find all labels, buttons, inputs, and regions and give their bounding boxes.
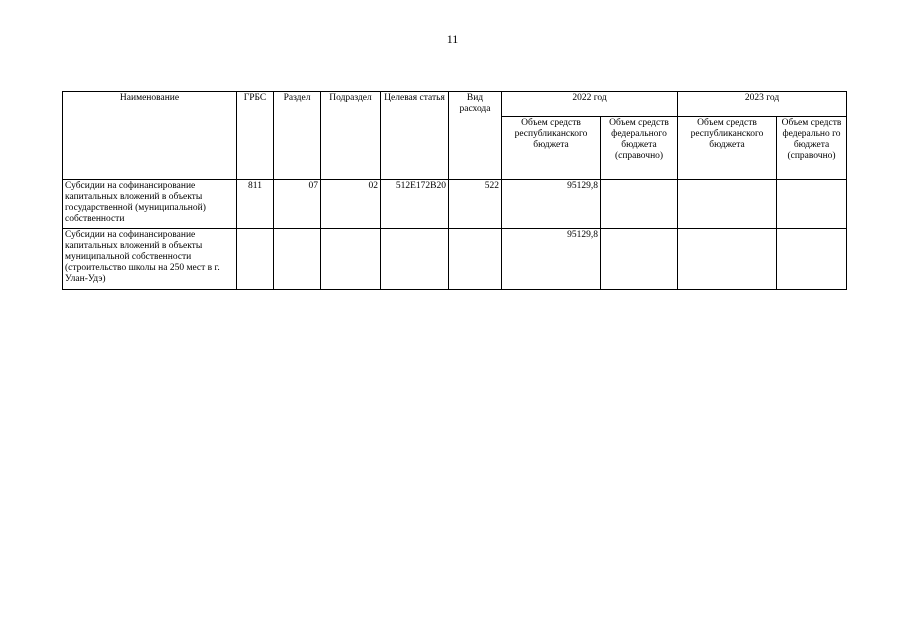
header-year-2022: 2022 год <box>502 92 678 117</box>
header-section: Раздел <box>274 92 321 180</box>
cell-republican-2023 <box>678 180 777 229</box>
cell-section: 07 <box>274 180 321 229</box>
table-row <box>63 229 847 290</box>
cell-grbs: 811 <box>237 180 274 229</box>
cell-section <box>274 229 321 290</box>
cell-republican-2022: 95129,8 <box>502 180 601 229</box>
cell-federal-2022 <box>601 180 678 229</box>
header-subsection: Подраздел <box>321 92 381 180</box>
cell-name: Субсидии на софинансирование капитальных вложений в объекты государственной (муниципальной) собственности <box>63 180 237 229</box>
header-republican-2022: Объем средств республиканского бюджета <box>502 117 601 180</box>
cell-subsection <box>321 229 381 290</box>
cell-republican-2023 <box>678 229 777 290</box>
page-number: 11 <box>446 32 459 46</box>
header-row-top <box>63 92 847 117</box>
cell-expense-type: 522 <box>449 180 502 229</box>
header-grbs: ГРБС <box>237 92 274 180</box>
header-year-2023: 2023 год <box>678 92 847 117</box>
cell-grbs <box>237 229 274 290</box>
table-row <box>63 180 847 229</box>
header-target-item: Целевая статья <box>381 92 449 180</box>
header-federal-2022: Объем средств федерального бюджета (справочно) <box>601 117 678 180</box>
cell-subsection: 02 <box>321 180 381 229</box>
cell-target-item: 512E172B20 <box>381 180 449 229</box>
header-name: Наименование <box>63 92 237 180</box>
cell-federal-2023 <box>777 229 847 290</box>
budget-table <box>62 91 847 290</box>
header-expense-type: Вид расхода <box>449 92 502 180</box>
cell-federal-2022 <box>601 229 678 290</box>
cell-name: Субсидии на софинансирование капитальных вложений в объекты муниципальной собственности (строительство школы на 250 мест в г. Улан-Удэ) <box>63 229 237 290</box>
cell-expense-type <box>449 229 502 290</box>
header-republican-2023: Объем средств республиканского бюджета <box>678 117 777 180</box>
cell-republican-2022: 95129,8 <box>502 229 601 290</box>
cell-federal-2023 <box>777 180 847 229</box>
cell-target-item <box>381 229 449 290</box>
header-federal-2023: Объем средств федерально го бюджета (справочно) <box>777 117 847 180</box>
